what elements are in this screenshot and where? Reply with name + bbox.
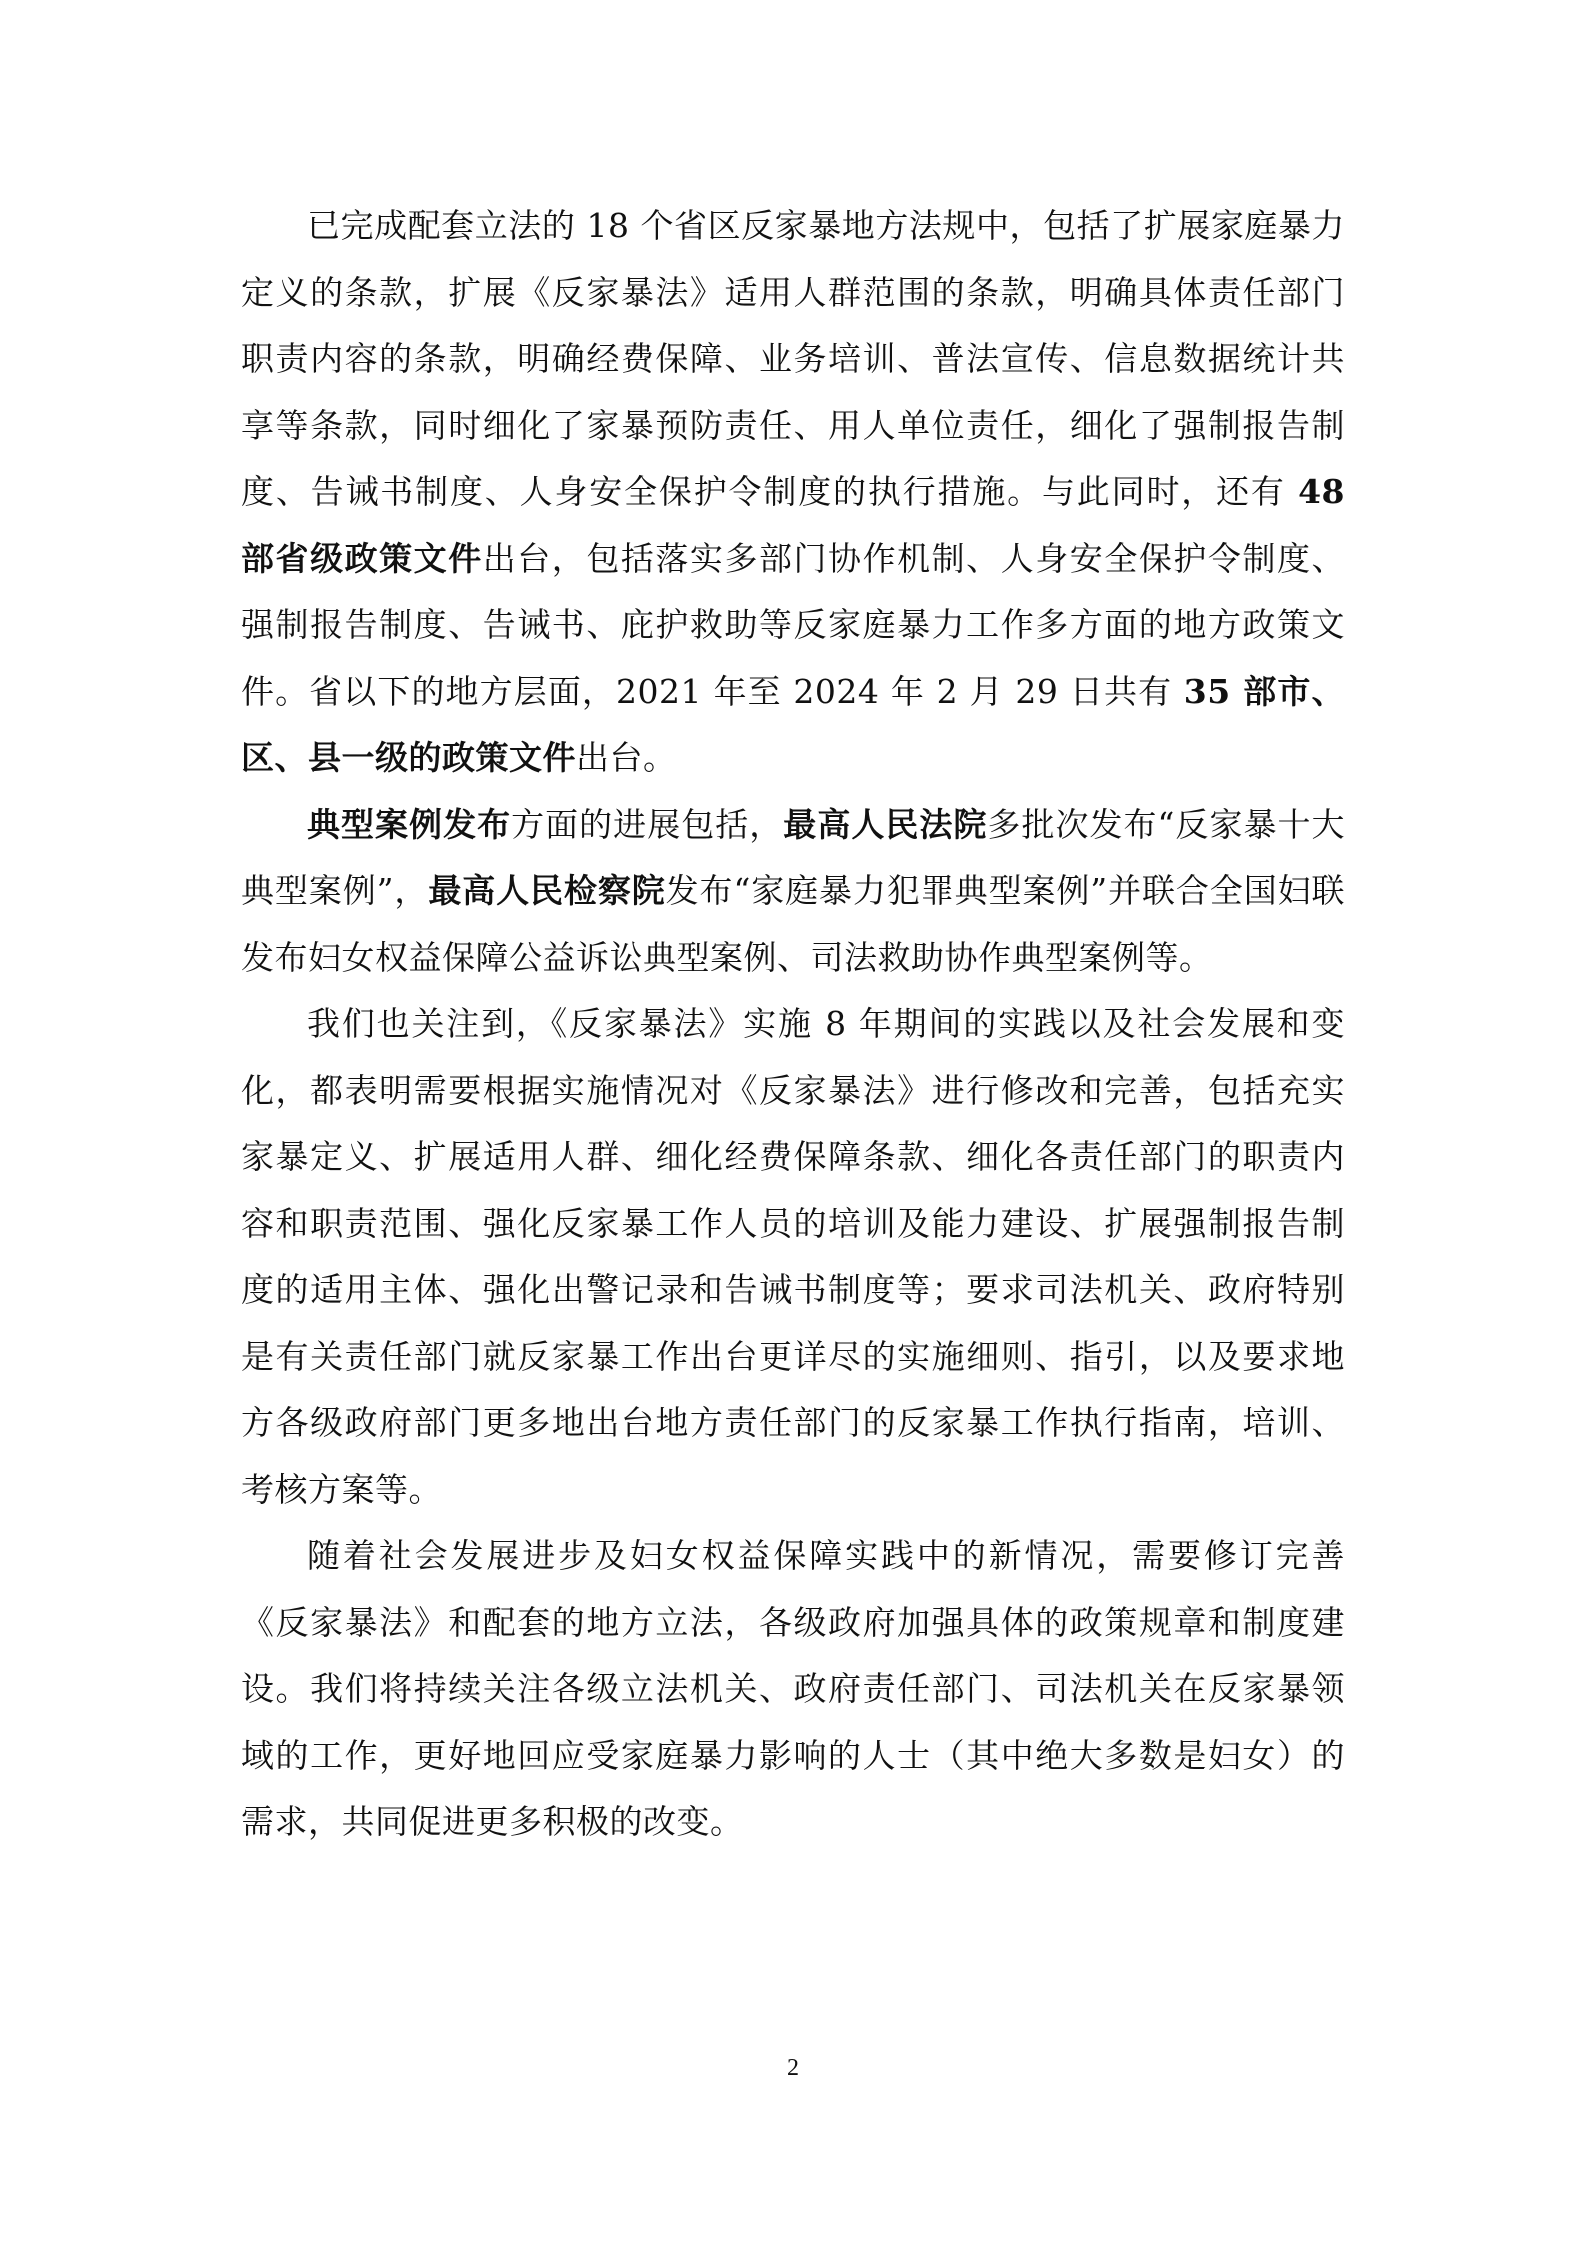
bold-text-segment: 典型案例发布 xyxy=(307,804,512,844)
paragraph-local-legislation xyxy=(241,193,1345,792)
bold-text-segment: 48 部省级政策文件 xyxy=(241,472,1345,578)
text-segment: 随着社会发展进步及妇女权益保障实践中的新情况，需要修订完善《反家暴法》和配套的地方立法，各级政府加强具体的政策规章和制度建设。我们将持续关注各级立法机关、政府责任部门、司法机关在反家暴领域的工作，更好地回应受家庭暴力影响的人士（其中绝大多数是妇女）的需求，共同促进更多积极的改变。 xyxy=(241,1536,1345,1841)
page-number: 2 xyxy=(787,2055,799,2081)
text-segment: 多批次发布“反家暴十大典型案例”， xyxy=(241,804,1346,910)
text-segment: 出台。 xyxy=(576,738,677,777)
text-segment: 发布“家庭暴力犯罪典型案例”并联合全国妇联发布妇女权益保障公益诉讼典型案例、司法救助协作典型案例等。 xyxy=(241,871,1346,977)
paragraph-revision-needs xyxy=(241,991,1345,1523)
paragraph-typical-cases xyxy=(241,792,1345,992)
body-text xyxy=(241,193,1345,1856)
bold-text-segment: 最高人民检察院 xyxy=(428,871,666,910)
text-segment: 我们也关注到，《反家暴法》实施 8 年期间的实践以及社会发展和变化，都表明需要根据实施情况对《反家暴法》进行修改和完善，包括充实家暴定义、扩展适用人群、细化经费保障条款、细化各责任部门的职责内容和职责范围、强化反家暴工作人员的培训及能力建设、扩展强制报告制度的适用主体、强化出警记录和告诫书制度等；要求司法机关、政府特别是有关责任部门就反家暴工作出台更详尽的实施细则、指引，以及要求地方各级政府部门更多地出台地方责任部门的反家暴工作执行指南，培训、考核方案等。 xyxy=(241,1004,1345,1509)
paragraph-conclusion xyxy=(241,1523,1345,1856)
bold-text-segment: 35 部市、区、县一级的政策文件 xyxy=(241,671,1345,777)
text-segment: 已完成配套立法的 18 个省区反家暴地方法规中，包括了扩展家庭暴力定义的条款，扩展《反家暴法》适用人群范围的条款，明确具体责任部门职责内容的条款，明确经费保障、业务培训、普法宣传、信息数据统计共享等条款，同时细化了家暴预防责任、用人单位责任，细化了强制报告制度、告诫书制度、人身安全保护令制度的执行措施。与此同时，还有 xyxy=(241,206,1345,511)
text-segment: 出台，包括落实多部门协作机制、人身安全保护令制度、强制报告制度、告诫书、庇护救助等反家庭暴力工作多方面的地方政策文件。省以下的地方层面，2021 年至 2024 年 2 月 29 日共有 xyxy=(241,538,1346,711)
text-segment: 方面的进展包括， xyxy=(511,804,784,844)
bold-text-segment: 最高人民法院 xyxy=(783,804,988,844)
